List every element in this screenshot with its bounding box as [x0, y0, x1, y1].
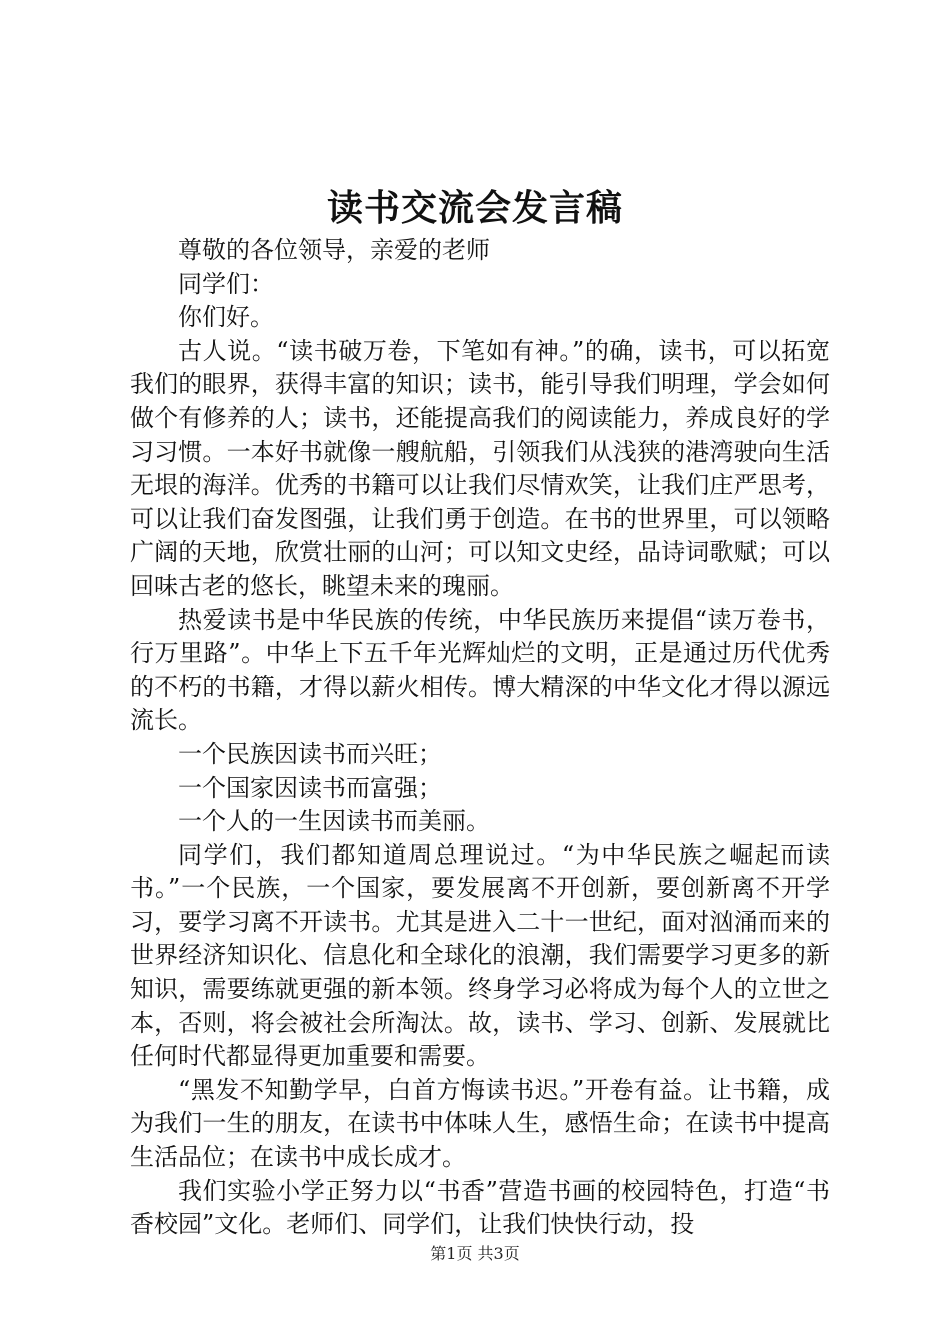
paragraph: “黑发不知勤学早，白首方悔读书迟。”开卷有益。让书籍，成为我们一生的朋友，在读书中体味人生，感悟生命；在读书中提高生活品位；在读书中成长成才。 [130, 1075, 830, 1172]
paragraph: 同学们，我们都知道周总理说过。“为中华民族之崛起而读书。”一个民族，一个国家，要发展离不开创新，要创新离不开学习，要学习离不开读书。尤其是进入二十一世纪，面对汹涌而来的世界经济知识化、信息化和全球化的浪潮，我们需要学习更多的新知识，需要练就更强的新本领。终身学习必将成为每个人的立世之本，否则，将会被社会所淘汰。故，读书、学习、创新、发展就比任何时代都显得更加重要和需要。 [130, 840, 830, 1071]
paragraph: 一个国家因读书而富强； [178, 773, 442, 802]
paragraph: 古人说。“读书破万卷，下笔如有神。”的确，读书，可以拓宽我们的眼界，获得丰富的知识；读书，能引导我们明理，学会如何做个有修养的人；读书，还能提高我们的阅读能力，养成良好的学习习惯。一本好书就像一艘航船，引领我们从浅狭的港湾驶向生活无垠的海洋。优秀的书籍可以让我们尽情欢笑，让我们庄严思考，可以让我们奋发图强，让我们勇于创造。在书的世界里，可以领略广阔的天地，欣赏壮丽的山河；可以知文史经，品诗词歌赋；可以回味古老的悠长，眺望未来的瑰丽。 [130, 336, 830, 600]
document-body [130, 234, 830, 1242]
paragraph: 热爱读书是中华民族的传统，中华民族历来提倡“读万卷书，行万里路”。中华上下五千年光辉灿烂的文明，正是通过历代优秀的不朽的书籍，才得以薪火相传。博大精深的中华文化才得以源远流长。 [130, 605, 830, 735]
paragraph-greeting: 你们好。 [178, 303, 274, 332]
paragraph-salutation: 尊敬的各位领导，亲爱的老师 [178, 236, 490, 264]
page-footer: 第1页 共3页 [430, 1244, 520, 1263]
paragraph: 一个人的一生因读书而美丽。 [178, 807, 490, 836]
paragraph: 我们实验小学正努力以“书香”营造书画的校园特色，打造“书香校园”文化。老师们、同学们，让我们快快行动，投 [130, 1176, 830, 1239]
paragraph: 一个民族因读书而兴旺； [178, 739, 442, 768]
paragraph-salutation-students: 同学们： [178, 269, 274, 298]
page-title: 读书交流会发言稿 [326, 187, 623, 229]
